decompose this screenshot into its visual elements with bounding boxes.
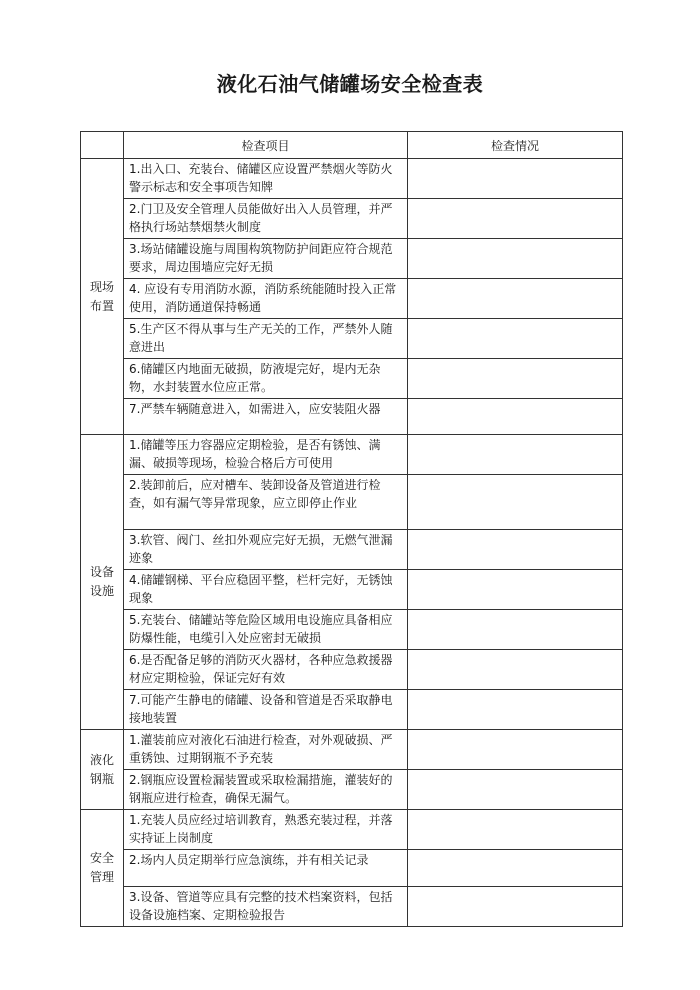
- header-category: [81, 132, 124, 159]
- category-label: 安全: [89, 851, 114, 865]
- header-item: 检查项目: [124, 132, 408, 159]
- table-row: [81, 610, 623, 650]
- status-cell[interactable]: [408, 359, 623, 399]
- table-row: [81, 730, 623, 770]
- check-item: 3.场站储罐设施与周围构筑物防护间距应符合规范要求，周边围墙应完好无损: [124, 239, 408, 279]
- check-item: 7.可能产生静电的储罐、设备和管道是否采取静电接地装置: [124, 690, 408, 730]
- category-label: 设备: [89, 565, 114, 579]
- check-item: 4. 应设有专用消防水源，消防系统能随时投入正常使用，消防通道保持畅通: [124, 279, 408, 319]
- status-cell[interactable]: [408, 610, 623, 650]
- table-row: [81, 239, 623, 279]
- check-item: 4.储罐钢梯、平台应稳固平整，栏杆完好，无锈蚀现象: [124, 570, 408, 610]
- category-cell: [81, 730, 124, 810]
- header-status: 检查情况: [408, 132, 623, 159]
- status-cell[interactable]: [408, 239, 623, 279]
- status-cell[interactable]: [408, 730, 623, 770]
- status-cell[interactable]: [408, 319, 623, 359]
- category-label: 现场: [89, 279, 114, 294]
- status-cell[interactable]: [408, 159, 623, 199]
- table-row: [81, 530, 623, 570]
- status-cell[interactable]: [408, 475, 623, 530]
- category-label: 液化: [89, 752, 114, 767]
- category-cell: [81, 159, 124, 435]
- check-item: 6.储罐区内地面无破损，防液堤完好，堤内无杂物，水封装置水位应正常。: [124, 359, 408, 399]
- category-label: 设施: [89, 584, 114, 598]
- table-row: [81, 435, 623, 475]
- table-row: [81, 810, 623, 850]
- table-body: [81, 159, 623, 927]
- check-item: 1.灌装前应对液化石油进行检查，对外观破损、严重锈蚀、过期钢瓶不予充装: [124, 730, 408, 770]
- category-cell: [81, 435, 124, 730]
- table-row: [81, 475, 623, 530]
- table-row: [81, 650, 623, 690]
- table-row: [81, 199, 623, 239]
- table-row: [81, 850, 623, 887]
- check-item: 1.出入口、充装台、储罐区应设置严禁烟火等防火警示标志和安全事项告知牌: [124, 159, 408, 199]
- check-item: 1.充装人员应经过培训教育，熟悉充装过程，并落实持证上岗制度: [124, 810, 408, 850]
- status-cell[interactable]: [408, 810, 623, 850]
- table-row: [81, 770, 623, 810]
- status-cell[interactable]: [408, 850, 623, 887]
- check-item: 2.场内人员定期举行应急演练，并有相关记录: [124, 850, 408, 887]
- check-item: 5.充装台、储罐站等危险区域用电设施应具备相应防爆性能，电缆引入处应密封无破损: [124, 610, 408, 650]
- status-cell[interactable]: [408, 279, 623, 319]
- status-cell[interactable]: [408, 690, 623, 730]
- category-cell: [81, 810, 124, 927]
- category-label: 布置: [89, 298, 114, 313]
- category-label: 管理: [89, 870, 114, 884]
- check-item: 6.是否配备足够的消防灭火器材，各种应急救援器材应定期检验，保证完好有效: [124, 650, 408, 690]
- check-item: 2.装卸前后，应对槽车、装卸设备及管道进行检查，如有漏气等异常现象，应立即停止作业: [124, 475, 408, 530]
- status-cell[interactable]: [408, 530, 623, 570]
- page-title: 液化石油气储罐场安全检查表: [216, 72, 484, 96]
- check-item: 7.严禁车辆随意进入，如需进入，应安装阻火器: [124, 399, 408, 435]
- status-cell[interactable]: [408, 435, 623, 475]
- table-row: [81, 690, 623, 730]
- status-cell[interactable]: [408, 650, 623, 690]
- check-item: 3.设备、管道等应具有完整的技术档案资料，包括设备设施档案、定期检验报告: [124, 887, 408, 927]
- status-cell[interactable]: [408, 570, 623, 610]
- table-row: [81, 887, 623, 927]
- header-row: [81, 132, 623, 159]
- table-row: [81, 570, 623, 610]
- check-item: 5.生产区不得从事与生产无关的工作，严禁外人随意进出: [124, 319, 408, 359]
- check-item: 2.门卫及安全管理人员能做好出入人员管理，并严格执行场站禁烟禁火制度: [124, 199, 408, 239]
- table-row: [81, 359, 623, 399]
- check-item: 3.软管、阀门、丝扣外观应完好无损，无燃气泄漏迹象: [124, 530, 408, 570]
- status-cell[interactable]: [408, 887, 623, 927]
- check-item: 2.钢瓶应设置检漏装置或采取检漏措施，灌装好的钢瓶应进行检查，确保无漏气。: [124, 770, 408, 810]
- inspection-table: [80, 131, 623, 927]
- category-label: 钢瓶: [89, 771, 114, 786]
- table-row: [81, 319, 623, 359]
- status-cell[interactable]: [408, 199, 623, 239]
- status-cell[interactable]: [408, 770, 623, 810]
- check-item: 1.储罐等压力容器应定期检验，是否有锈蚀、满漏、破损等现场，检验合格后方可使用: [124, 435, 408, 475]
- table-row: [81, 159, 623, 199]
- table-row: [81, 399, 623, 435]
- status-cell[interactable]: [408, 399, 623, 435]
- table-row: [81, 279, 623, 319]
